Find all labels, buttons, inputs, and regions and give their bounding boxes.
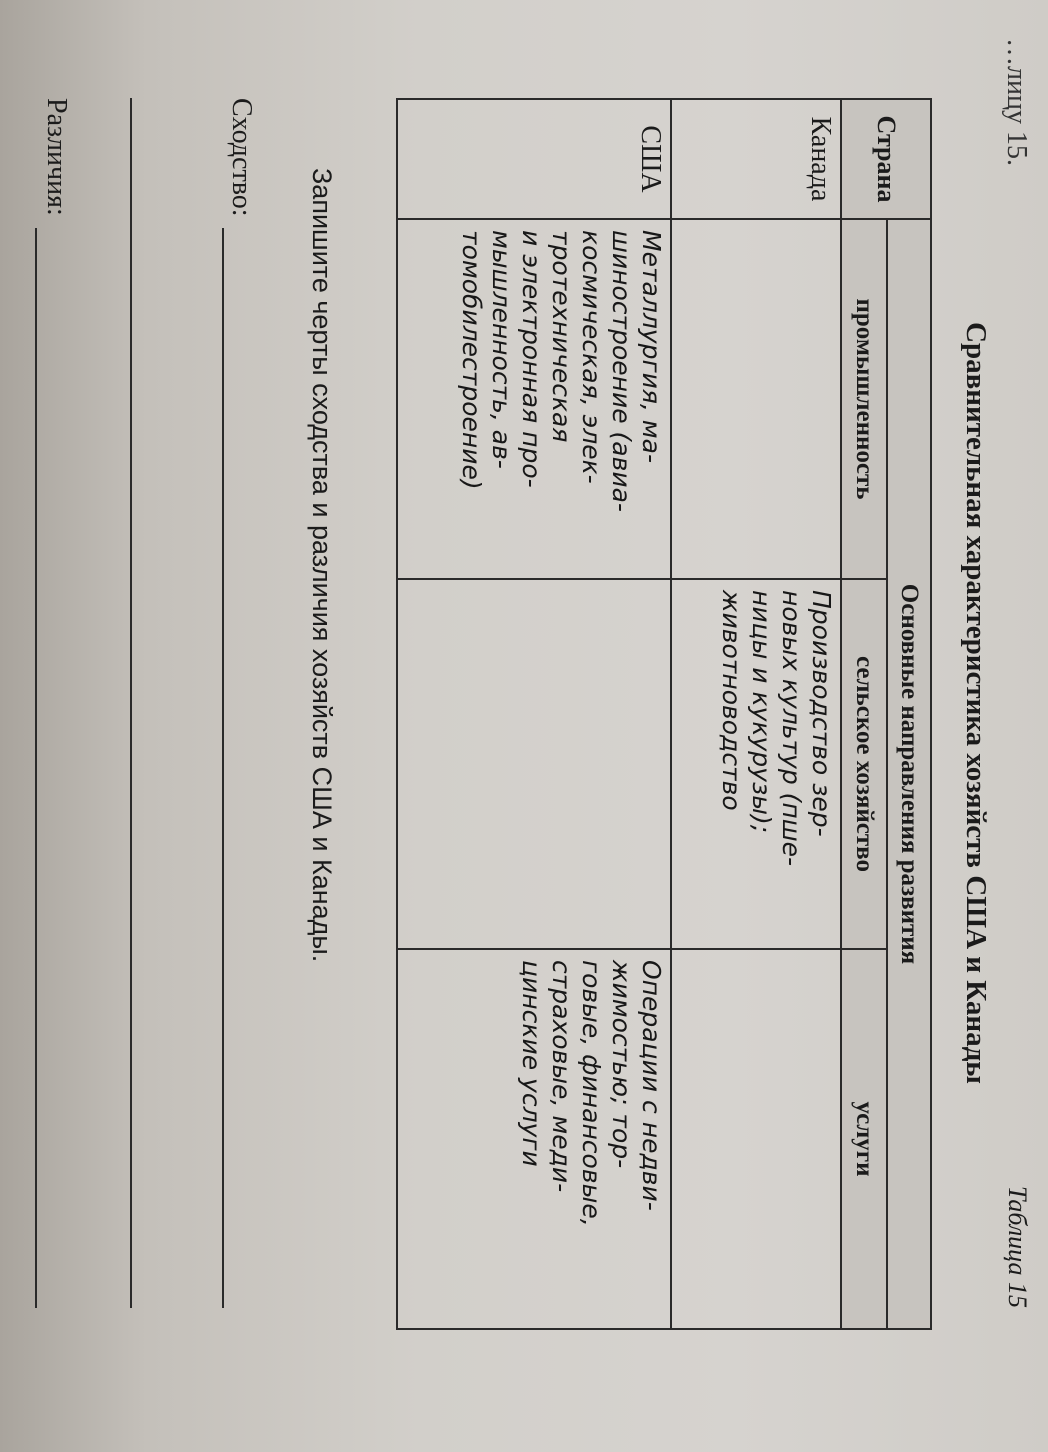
table-row-usa bbox=[397, 99, 671, 1329]
table-title: Сравнительная характеристика хозяйств США и Канады bbox=[960, 322, 992, 1084]
table-number: Таблица 15 bbox=[1003, 1185, 1032, 1308]
header-main-directions: Основные направления развития bbox=[887, 219, 931, 1329]
cell-canada-industry[interactable] bbox=[671, 219, 841, 579]
country-cell: Канада bbox=[671, 99, 841, 219]
handwritten-answer: Операции с недви- жимостью; тор- говые, финансовые, страховые, меди- цинские услуги bbox=[517, 960, 666, 1227]
header-country: Страна bbox=[841, 99, 931, 219]
table-row-canada bbox=[671, 99, 841, 1329]
header-services: услуги bbox=[841, 949, 887, 1329]
worksheet-page bbox=[2, 38, 1032, 1368]
similarity-answer-line[interactable] bbox=[222, 228, 224, 1308]
cell-usa-agriculture[interactable] bbox=[397, 579, 671, 949]
instruction-text: Запишите черты сходства и различия хозяйств США и Канады. bbox=[307, 168, 337, 963]
similarity-answer-line-2[interactable] bbox=[130, 98, 132, 1308]
cut-off-top-text: …лицу 15. bbox=[1001, 38, 1032, 166]
handwritten-answer: Производство зер- новых культур (пше- ницы и кукурузы); животноводство bbox=[717, 590, 836, 867]
cell-usa-services[interactable] bbox=[397, 949, 671, 1329]
cell-canada-agriculture[interactable] bbox=[671, 579, 841, 949]
cell-usa-industry[interactable] bbox=[397, 219, 671, 579]
comparison-table bbox=[396, 98, 932, 1330]
country-cell: США bbox=[397, 99, 671, 219]
similarity-label: Сходство: bbox=[226, 98, 257, 217]
header-agriculture: сельское хозяйство bbox=[841, 579, 887, 949]
cell-canada-services[interactable] bbox=[671, 949, 841, 1329]
header-industry: промышленность bbox=[841, 219, 887, 579]
differences-answer-line[interactable] bbox=[35, 228, 37, 1308]
handwritten-answer: Металлургия, ма- шиностроение (авиа- космическая, элек- тротехническая и электронная про- мышленность, ав- томобилестроение) bbox=[457, 230, 666, 512]
differences-label: Различия: bbox=[41, 98, 72, 216]
